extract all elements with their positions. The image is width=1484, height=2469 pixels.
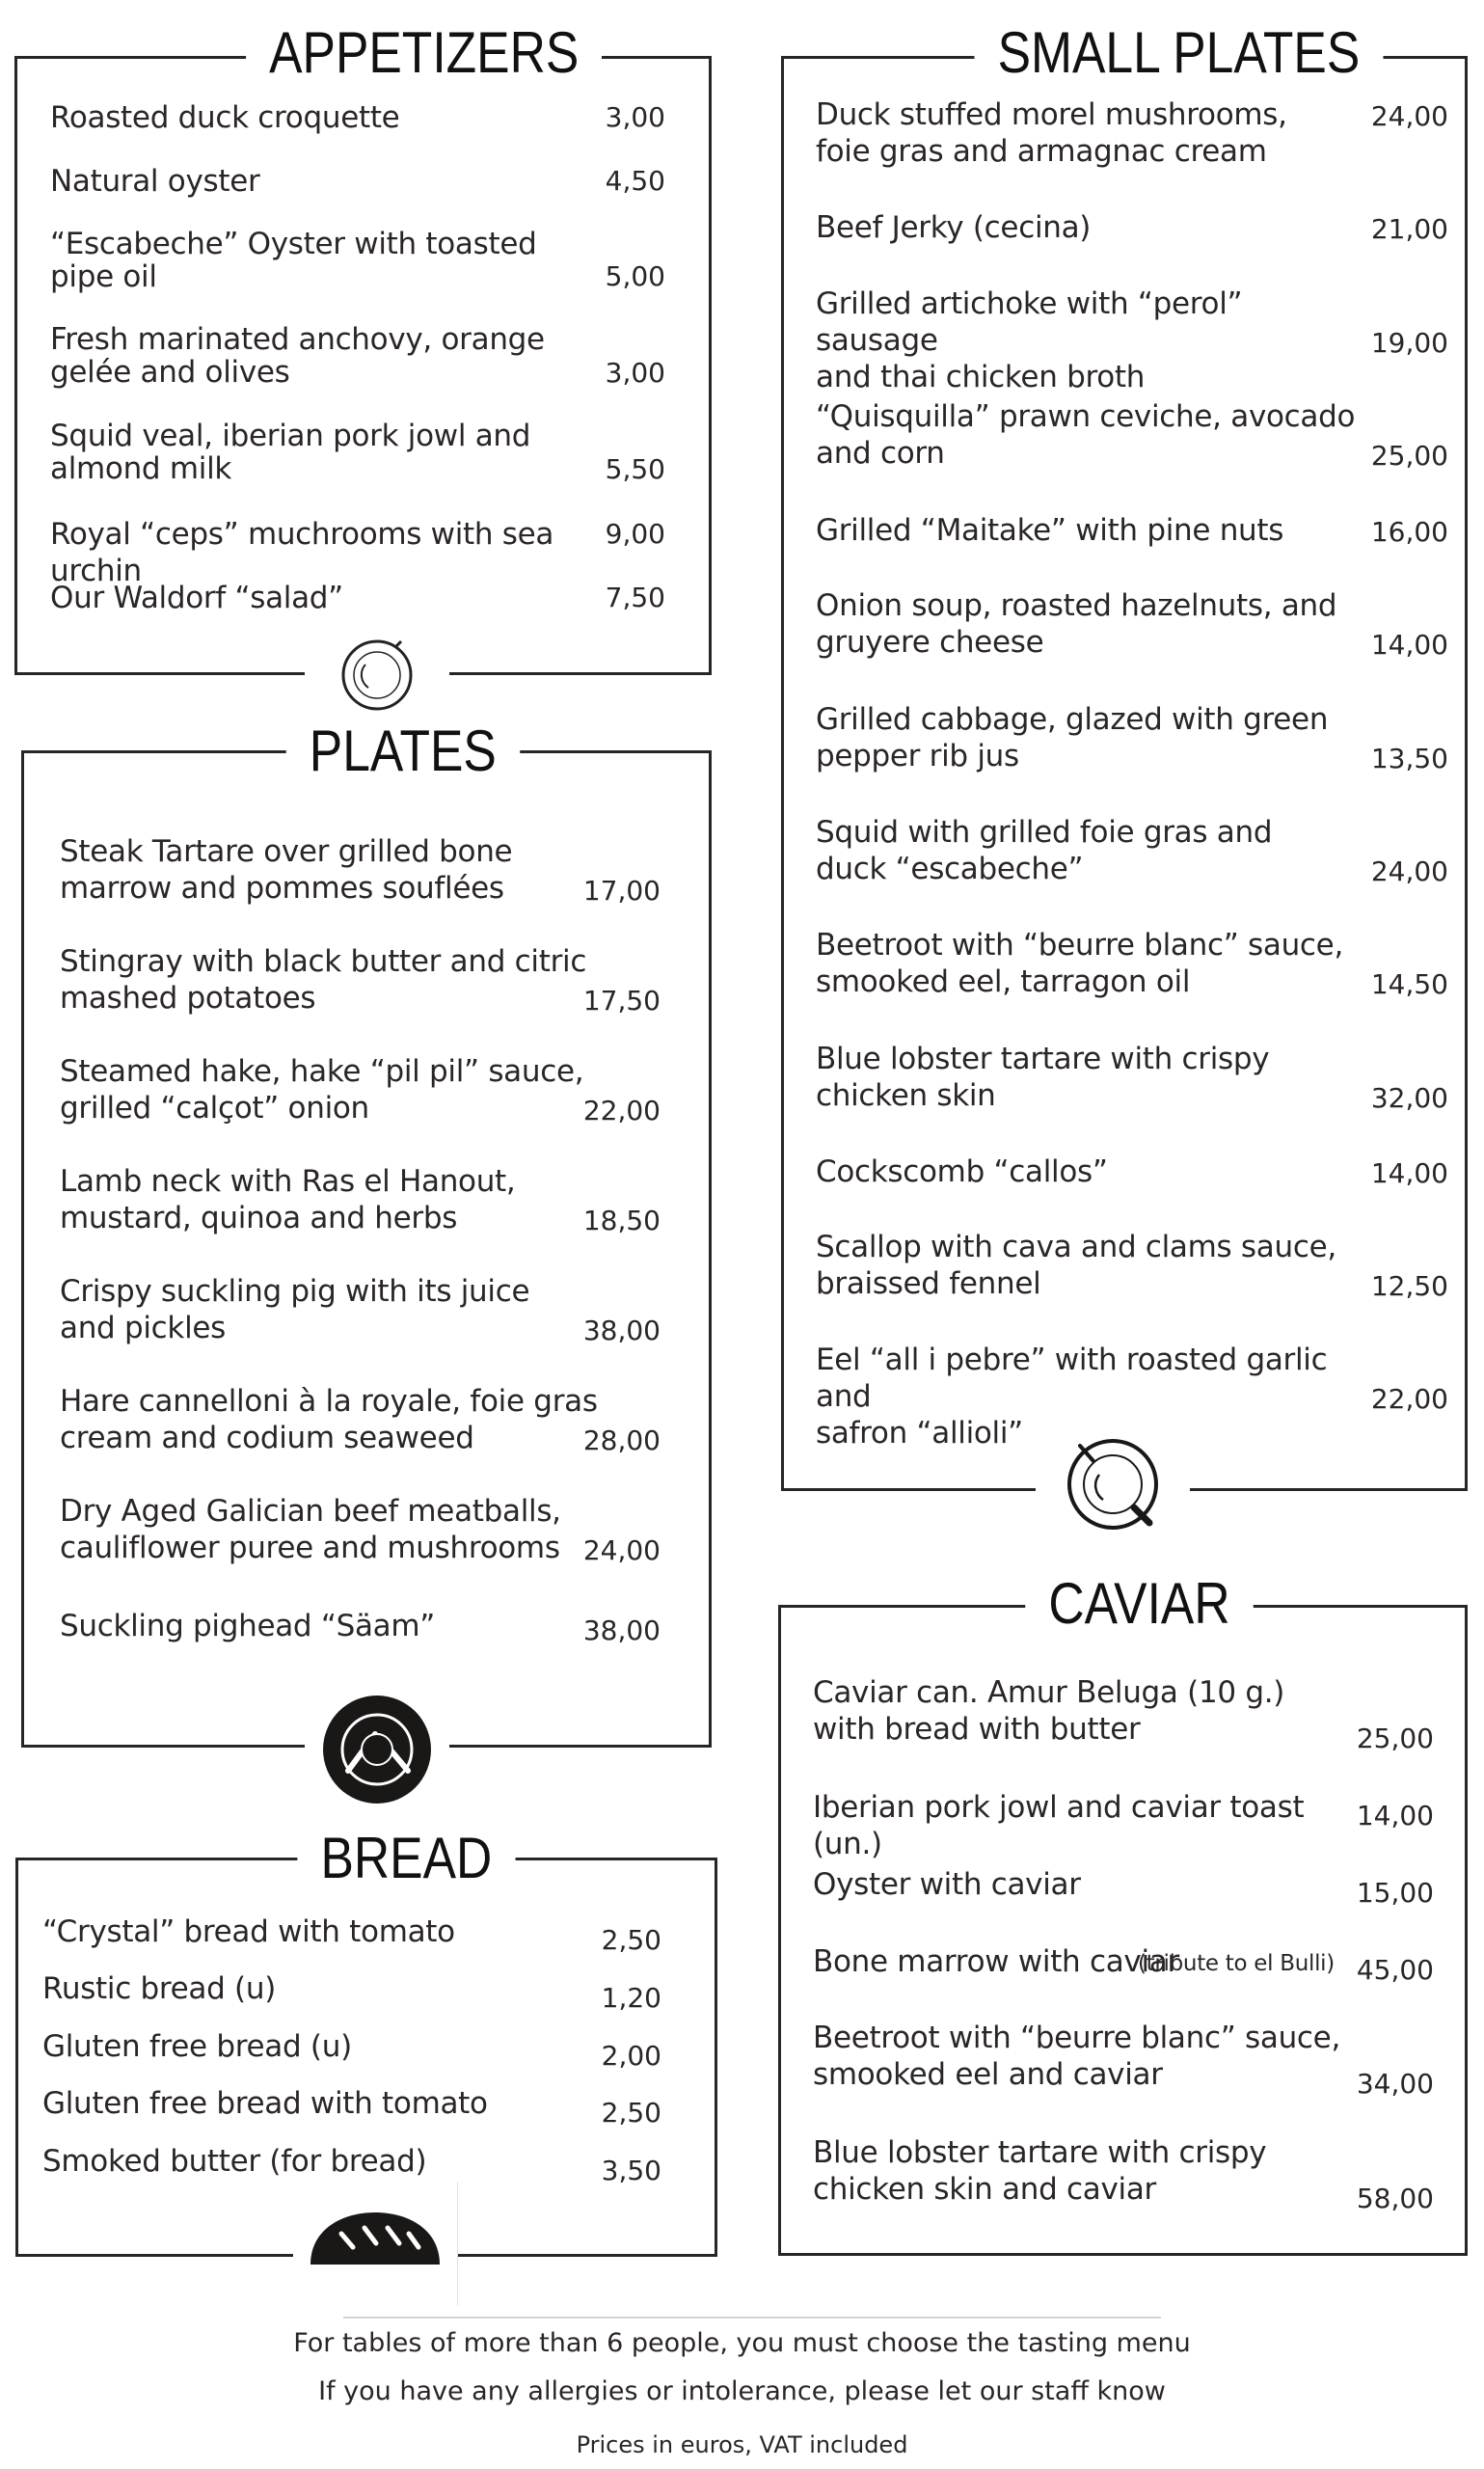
item-price: 5,50 [605, 453, 665, 485]
item-price: 22,00 [1370, 1383, 1448, 1415]
menu-item: Hare cannelloni à la royale, foie gras cream and codium seaweed [60, 1384, 598, 1455]
menu-item: Fresh marinated anchovy, orange gelée and olives [50, 322, 545, 390]
menu-item: Iberian pork jowl and caviar toast (un.) [813, 1790, 1305, 1861]
menu-item: Crispy suckling pig with its juice and pickles [60, 1274, 530, 1345]
item-price: 4,50 [605, 165, 665, 197]
item-price: 14,00 [1370, 629, 1448, 661]
item-price: 3,00 [605, 357, 665, 389]
menu-item: “Escabeche” Oyster with toasted pipe oil [50, 227, 537, 294]
footer-divider [343, 2317, 1161, 2319]
menu-item: Smoked butter (for bread) [42, 2144, 427, 2179]
item-price: 32,00 [1370, 1082, 1448, 1114]
menu-item: Bone marrow with caviar [813, 1944, 1179, 1979]
item-price: 2,00 [601, 2040, 661, 2072]
item-price: 21,00 [1370, 213, 1448, 245]
plate-cutlery-icon [305, 1690, 449, 1809]
menu-item: Gluten free bread with tomato [42, 2086, 488, 2121]
item-price: 5,00 [605, 260, 665, 292]
plates-title: PLATES [286, 719, 520, 783]
item-price: 24,00 [1370, 855, 1448, 887]
menu-item: “Crystal” bread with tomato [42, 1914, 455, 1949]
item-price: 58,00 [1356, 2183, 1434, 2214]
menu-item: Steamed hake, hake “pil pil” sauce, grilled “calçot” onion [60, 1054, 584, 1126]
menu-item: Squid with grilled foie gras and duck “escabeche” [816, 815, 1273, 886]
menu-item: Cockscomb “callos” [816, 1154, 1108, 1189]
item-price: 24,00 [582, 1534, 661, 1566]
item-price: 7,50 [605, 582, 665, 613]
plate-fork-knife-icon [1036, 1433, 1190, 1535]
item-price: 9,00 [605, 518, 665, 550]
menu-item: Eel “all i pebre” with roasted garlic and safron “allioli” [816, 1343, 1328, 1451]
menu-item: Blue lobster tartare with crispy chicken skin and caviar [813, 2135, 1267, 2207]
menu-item: Beetroot with “beurre blanc” sauce, smooked eel, tarragon oil [816, 928, 1344, 999]
caviar-title: CAVIAR [1025, 1572, 1253, 1636]
item-price: 17,50 [582, 985, 661, 1017]
menu-item: Squid veal, iberian pork jowl and almond milk [50, 419, 531, 486]
menu-item: Rustic bread (u) [42, 1971, 276, 2006]
item-price: 2,50 [601, 2097, 661, 2129]
menu-item: Suckling pighead “Säam” [60, 1609, 436, 1643]
menu-item: Stingray with black butter and citric mashed potatoes [60, 944, 587, 1016]
plate-icon [305, 629, 449, 721]
menu-item: Scallop with cava and clams sauce, braissed fennel [816, 1230, 1336, 1301]
menu-item: Onion soup, roasted hazelnuts, and gruyere cheese [816, 588, 1337, 660]
item-price: 25,00 [1370, 440, 1448, 472]
item-price: 15,00 [1356, 1877, 1434, 1909]
menu-item: Oyster with caviar [813, 1867, 1081, 1902]
menu-item: Beetroot with “beurre blanc” sauce, smooked eel and caviar [813, 2021, 1341, 2092]
menu-item-note: (tribute to el Bulli) [1138, 1951, 1335, 1976]
item-price: 17,00 [582, 875, 661, 907]
menu-item: Natural oyster [50, 164, 260, 199]
item-price: 2,50 [601, 1924, 661, 1956]
menu-item: Blue lobster tartare with crispy chicken skin [816, 1042, 1270, 1113]
item-price: 16,00 [1370, 516, 1448, 548]
footer-note-allergies: If you have any allergies or intolerance, please let our staff know [318, 2376, 1166, 2406]
item-price: 24,00 [1370, 100, 1448, 132]
item-price: 28,00 [582, 1424, 661, 1456]
item-price: 14,50 [1370, 968, 1448, 1000]
small-plates-title: SMALL PLATES [975, 21, 1384, 85]
menu-item: Lamb neck with Ras el Hanout, mustard, quinoa and herbs [60, 1164, 516, 1235]
item-price: 38,00 [582, 1315, 661, 1346]
appetizers-title: APPETIZERS [246, 21, 602, 85]
bread-loaf-icon [293, 2182, 458, 2305]
menu-item: Gluten free bread (u) [42, 2029, 352, 2064]
menu-item: Grilled “Maitake” with pine nuts [816, 513, 1284, 548]
item-price: 14,00 [1356, 1800, 1434, 1831]
menu-item: Dry Aged Galician beef meatballs, cauliflower puree and mushrooms [60, 1494, 561, 1565]
item-price: 45,00 [1356, 1954, 1434, 1986]
item-price: 19,00 [1370, 327, 1448, 359]
menu-item: Grilled artichoke with “perol” sausage and thai chicken broth [816, 286, 1243, 394]
menu-item: Beef Jerky (cecina) [816, 210, 1092, 245]
menu-item: Duck stuffed morel mushrooms, foie gras and armagnac cream [816, 97, 1287, 169]
item-price: 13,50 [1370, 743, 1448, 774]
menu-item: Royal “ceps” muchrooms with sea urchin [50, 517, 554, 588]
menu-item: Steak Tartare over grilled bone marrow and pommes souflées [60, 834, 513, 906]
footer-note-tasting: For tables of more than 6 people, you must choose the tasting menu [293, 2328, 1191, 2358]
item-price: 25,00 [1356, 1723, 1434, 1754]
item-price: 34,00 [1356, 2068, 1434, 2100]
menu-item: Caviar can. Amur Beluga (10 g.) with bread with butter [813, 1675, 1285, 1747]
menu-item: Our Waldorf “salad” [50, 581, 343, 615]
item-price: 38,00 [582, 1614, 661, 1646]
menu-item: Roasted duck croquette [50, 100, 400, 135]
item-price: 14,00 [1370, 1157, 1448, 1189]
menu-item: Grilled cabbage, glazed with green pepper rib jus [816, 702, 1329, 773]
item-price: 22,00 [582, 1095, 661, 1126]
item-price: 18,50 [582, 1205, 661, 1236]
item-price: 1,20 [601, 1982, 661, 2014]
menu-item: “Quisquilla” prawn ceviche, avocado and corn [816, 399, 1356, 471]
footer-note-prices: Prices in euros, VAT included [576, 2431, 908, 2458]
item-price: 3,50 [601, 2155, 661, 2186]
item-price: 3,00 [605, 101, 665, 133]
item-price: 12,50 [1370, 1270, 1448, 1302]
bread-title: BREAD [297, 1827, 515, 1890]
